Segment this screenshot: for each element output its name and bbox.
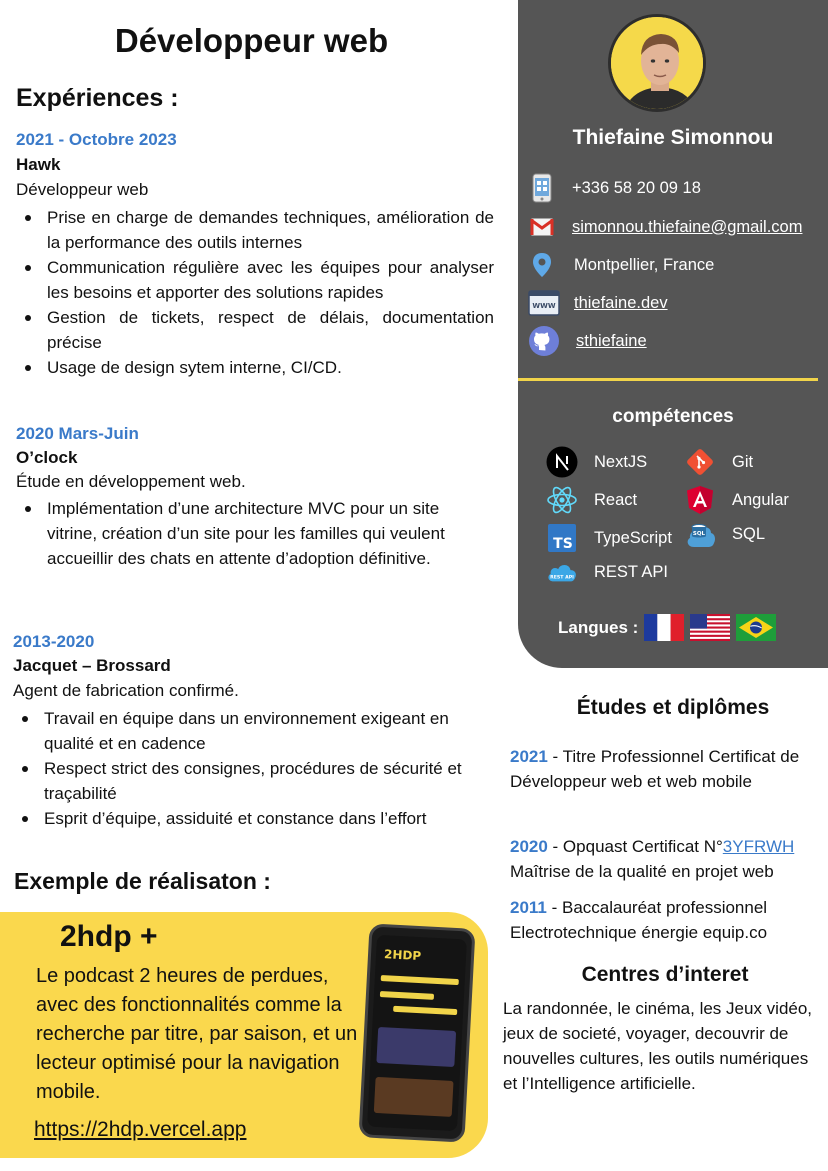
experience-role: Agent de fabrication confirmé. bbox=[13, 681, 239, 700]
education-item bbox=[510, 834, 822, 884]
experience-date: 2020 Mars-Juin bbox=[16, 424, 139, 443]
svg-text:SQL: SQL bbox=[692, 531, 706, 537]
list-item: Travail en équipe dans un environnement exigeant en qualité et en cadence bbox=[13, 706, 491, 756]
phone-episode-image bbox=[376, 1027, 456, 1067]
contact-phone bbox=[528, 174, 701, 202]
experience-company: O’clock bbox=[16, 448, 78, 467]
contact-location bbox=[528, 251, 714, 279]
skills-heading: compétences bbox=[612, 406, 734, 427]
skill-nextjs bbox=[546, 446, 647, 478]
skill-label: SQL bbox=[732, 524, 766, 543]
certificate-link[interactable]: 3YFRWH bbox=[722, 837, 795, 856]
phone-search-bar bbox=[381, 975, 459, 985]
usa-flag-icon bbox=[690, 614, 730, 641]
list-item: Communication régulière avec les équipes pour analyser les besoins et apporter des solutions rapides bbox=[16, 255, 494, 305]
phone-screen-title: 2HDP bbox=[383, 947, 422, 964]
education-year: 2020 bbox=[510, 837, 548, 856]
phone-mockup-image bbox=[358, 923, 475, 1142]
education-text: - Opquast Certificat N° bbox=[547, 837, 723, 856]
location-pin-icon bbox=[528, 251, 556, 279]
skill-label: Angular bbox=[732, 490, 789, 509]
education-year: 2011 bbox=[510, 898, 547, 917]
skill-label: REST API bbox=[594, 562, 668, 581]
list-item: Usage de design sytem interne, CI/CD. bbox=[16, 355, 494, 380]
list-item: Prise en charge de demandes techniques, amélioration de la performance des outils internes bbox=[16, 205, 494, 255]
experience-company: Hawk bbox=[16, 155, 61, 174]
list-item: Implémentation d’une architecture MVC pour un site vitrine, création d’un site pour les familles qui veulent accueillir des chats en attente d’adoption définitive. bbox=[16, 496, 468, 571]
list-item: Respect strict des consignes, procédures de sécurité et traçabilité bbox=[13, 756, 491, 806]
contact-phone-text: +336 58 20 09 18 bbox=[572, 178, 701, 197]
experience-role: Développeur web bbox=[16, 180, 149, 199]
experience-company: Jacquet – Brossard bbox=[13, 656, 171, 675]
list-item: Esprit d’équipe, assiduité et constance dans l’effort bbox=[13, 806, 491, 831]
website-icon bbox=[528, 289, 560, 317]
mail-icon bbox=[528, 213, 556, 241]
interests-heading: Centres d’interet bbox=[581, 963, 749, 986]
phone-episode-image bbox=[374, 1077, 454, 1117]
experience-date: 2013-2020 bbox=[13, 632, 95, 651]
skill-label: Git bbox=[732, 452, 754, 471]
experience-date: 2021 - Octobre 2023 bbox=[16, 130, 177, 149]
education-text: Maîtrise de la qualité en projet web bbox=[510, 862, 774, 881]
github-icon bbox=[528, 327, 560, 355]
github-link[interactable]: sthiefaine bbox=[576, 331, 647, 350]
brazil-flag-icon bbox=[736, 614, 776, 641]
project-description: Le podcast 2 heures de perdues, avec des fonctionnalités comme la recherche par titre, par saison, et un lecteur optimisé pour la navigation mobile. bbox=[36, 965, 358, 1103]
skill-label: NextJS bbox=[594, 452, 648, 471]
profile-name: Thiefaine Simonnou bbox=[572, 126, 774, 149]
example-heading: Exemple de réalisaton : bbox=[14, 868, 271, 894]
france-flag-icon bbox=[644, 614, 684, 641]
contact-location-text: Montpellier, France bbox=[574, 255, 715, 274]
education-item bbox=[510, 744, 822, 794]
education-heading: Études et diplômes bbox=[576, 696, 770, 719]
project-link[interactable]: https://2hdp.vercel.app bbox=[34, 1118, 247, 1141]
experience-bullets bbox=[16, 205, 494, 380]
phone-filter-bar bbox=[380, 991, 434, 1000]
website-link[interactable]: thiefaine.dev bbox=[574, 293, 668, 312]
skill-angular bbox=[684, 484, 789, 516]
svg-text:REST API: REST API bbox=[550, 575, 574, 581]
experience-role: Étude en développement web. bbox=[16, 472, 246, 491]
typescript-icon bbox=[546, 522, 578, 554]
sql-icon bbox=[684, 518, 716, 550]
experience-bullets bbox=[13, 706, 491, 831]
skill-label: React bbox=[594, 490, 638, 509]
svg-text:TS: TS bbox=[553, 536, 573, 552]
svg-text:WWW: WWW bbox=[532, 302, 556, 310]
experience-bullets bbox=[16, 496, 468, 571]
skill-typescript bbox=[546, 522, 672, 554]
skill-react bbox=[546, 484, 637, 516]
languages-row bbox=[558, 614, 776, 641]
email-link[interactable]: simonnou.thiefaine@gmail.com bbox=[572, 217, 803, 236]
git-icon bbox=[684, 446, 716, 478]
divider bbox=[518, 378, 818, 381]
phone-season-bar bbox=[393, 1006, 457, 1015]
avatar bbox=[608, 14, 706, 112]
education-text: - Baccalauréat professionnel Electrotechnique énergie equip.co bbox=[510, 898, 768, 942]
skill-label: TypeScript bbox=[594, 528, 672, 547]
education-text: - Titre Professionnel Certificat de Développeur web et web mobile bbox=[510, 747, 800, 791]
skill-sql bbox=[684, 518, 765, 550]
rest-api-icon bbox=[546, 556, 578, 588]
contact-website bbox=[528, 289, 668, 317]
phone-screen bbox=[367, 935, 467, 1131]
contact-github bbox=[528, 327, 647, 355]
project-title: 2hdp + bbox=[60, 920, 158, 953]
page-title: Développeur web bbox=[114, 22, 389, 59]
list-item: Gestion de tickets, respect de délais, documentation précise bbox=[16, 305, 494, 355]
react-icon bbox=[546, 484, 578, 516]
education-year: 2021 bbox=[510, 747, 548, 766]
phone-icon bbox=[528, 174, 556, 202]
languages-label: Langues : bbox=[558, 617, 639, 637]
skill-rest-api bbox=[546, 556, 668, 588]
contact-email bbox=[528, 213, 802, 241]
education-item bbox=[510, 895, 822, 945]
angular-icon bbox=[684, 484, 716, 516]
interests-text: La randonnée, le cinéma, les Jeux vidéo, jeux de societé, voyager, decouvrir de nouvelles cultures, les outils numériques et l’Intelligence artificielle. bbox=[503, 999, 813, 1093]
skill-git bbox=[684, 446, 753, 478]
nextjs-icon bbox=[546, 446, 578, 478]
experiences-heading: Expériences : bbox=[16, 84, 179, 112]
